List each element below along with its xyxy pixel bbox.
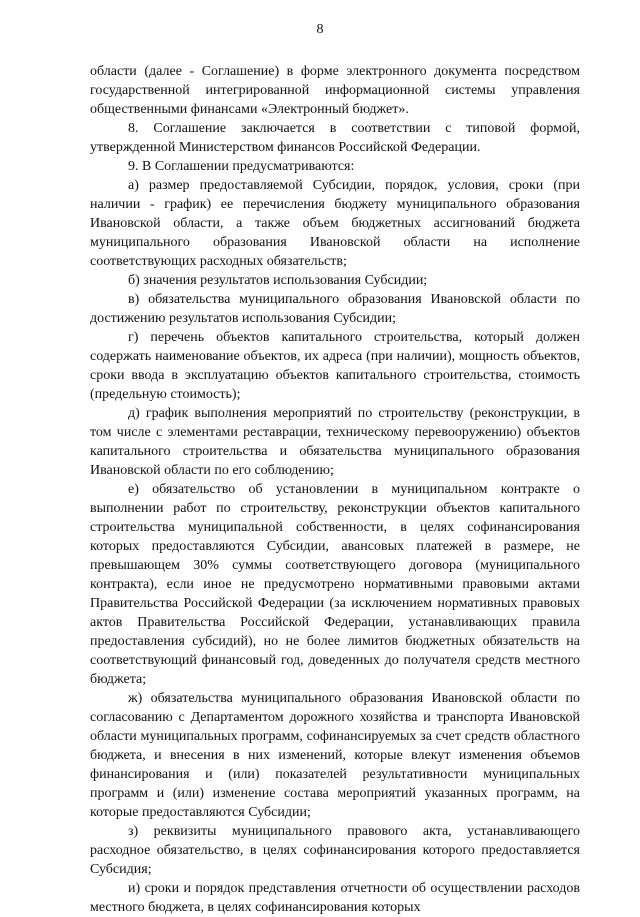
subitem-zh: ж) обязательства муниципального образования Ивановской области по согласованию с Департаментом дорожного хозяйства и транспорта Ивановской области муниципальных программ, софинансируемых за счет средств областного бюджета, и внесения в них изменений, которые влекут изменения объемов финансирования и (или) показателей результативности муниципальных программ и (или) изменение состава мероприятий указанных программ, на которые предоставляются Субсидии;	[90, 691, 580, 820]
subitem-z: з) реквизиты муниципального правового акта, устанавливающего расходное обязательство, в целях софинансирования которого предоставляется Субсидия;	[90, 824, 580, 877]
subitem-v: в) обязательства муниципального образования Ивановской области по достижению результатов использования Субсидии;	[90, 292, 580, 326]
document-body	[90, 62, 580, 917]
subitem-d: д) график выполнения мероприятий по строительству (реконструкции, в том числе с элементами реставрации, техническому перевооружению) объектов капитального строительства и обязательства муниципального образования Ивановской области по его соблюдению;	[90, 406, 580, 478]
subitem-b: б) значения результатов использования Субсидии;	[128, 273, 428, 288]
subitem-e: е) обязательство об установлении в муниципальном контракте о выполнении работ по строительству, реконструкции объектов капитального строительства муниципальной собственности, в целях софинансирования которых предоставляются Субсидии, авансовых платежей в размере, не превышающем 30% суммы соответствующего договора (муниципального контракта), если иное не предусмотрено нормативными правовыми актами Правительства Российской Федерации (за исключением нормативных правовых актов Правительства Российской Федерации, устанавливающих правила предоставления субсидий), но не более лимитов бюджетных обязательств на соответствующий финансовый год, доведенных до получателя средств местного бюджета;	[90, 482, 580, 687]
page-number: 8	[316, 22, 324, 37]
paragraph-continuation: области (далее - Соглашение) в форме электронного документа посредством государственной интегрированной информационной системы управления общественными финансами «Электронный бюджет».	[90, 64, 580, 117]
subitem-g: г) перечень объектов капитального строительства, который должен содержать наименование объектов, их адреса (при наличии), мощность объектов, сроки ввода в эксплуатацию объектов капитального строительства, стоимость (предельную стоимость);	[90, 330, 580, 402]
paragraph-item-9: 9. В Соглашении предусматриваются:	[128, 159, 355, 174]
paragraph-item-8: 8. Соглашение заключается в соответствии с типовой формой, утвержденной Министерством финансов Российской Федерации.	[90, 121, 580, 155]
subitem-a: а) размер предоставляемой Субсидии, порядок, условия, сроки (при наличии - график) ее перечисления бюджету муниципального образования Ивановской области, а также объем бюджетных ассигнований бюджета муниципального образования Ивановской области на исполнение соответствующих расходных обязательств;	[90, 178, 580, 269]
subitem-i: и) сроки и порядок представления отчетности об осуществлении расходов местного бюджета, в целях софинансирования которых	[90, 881, 580, 915]
